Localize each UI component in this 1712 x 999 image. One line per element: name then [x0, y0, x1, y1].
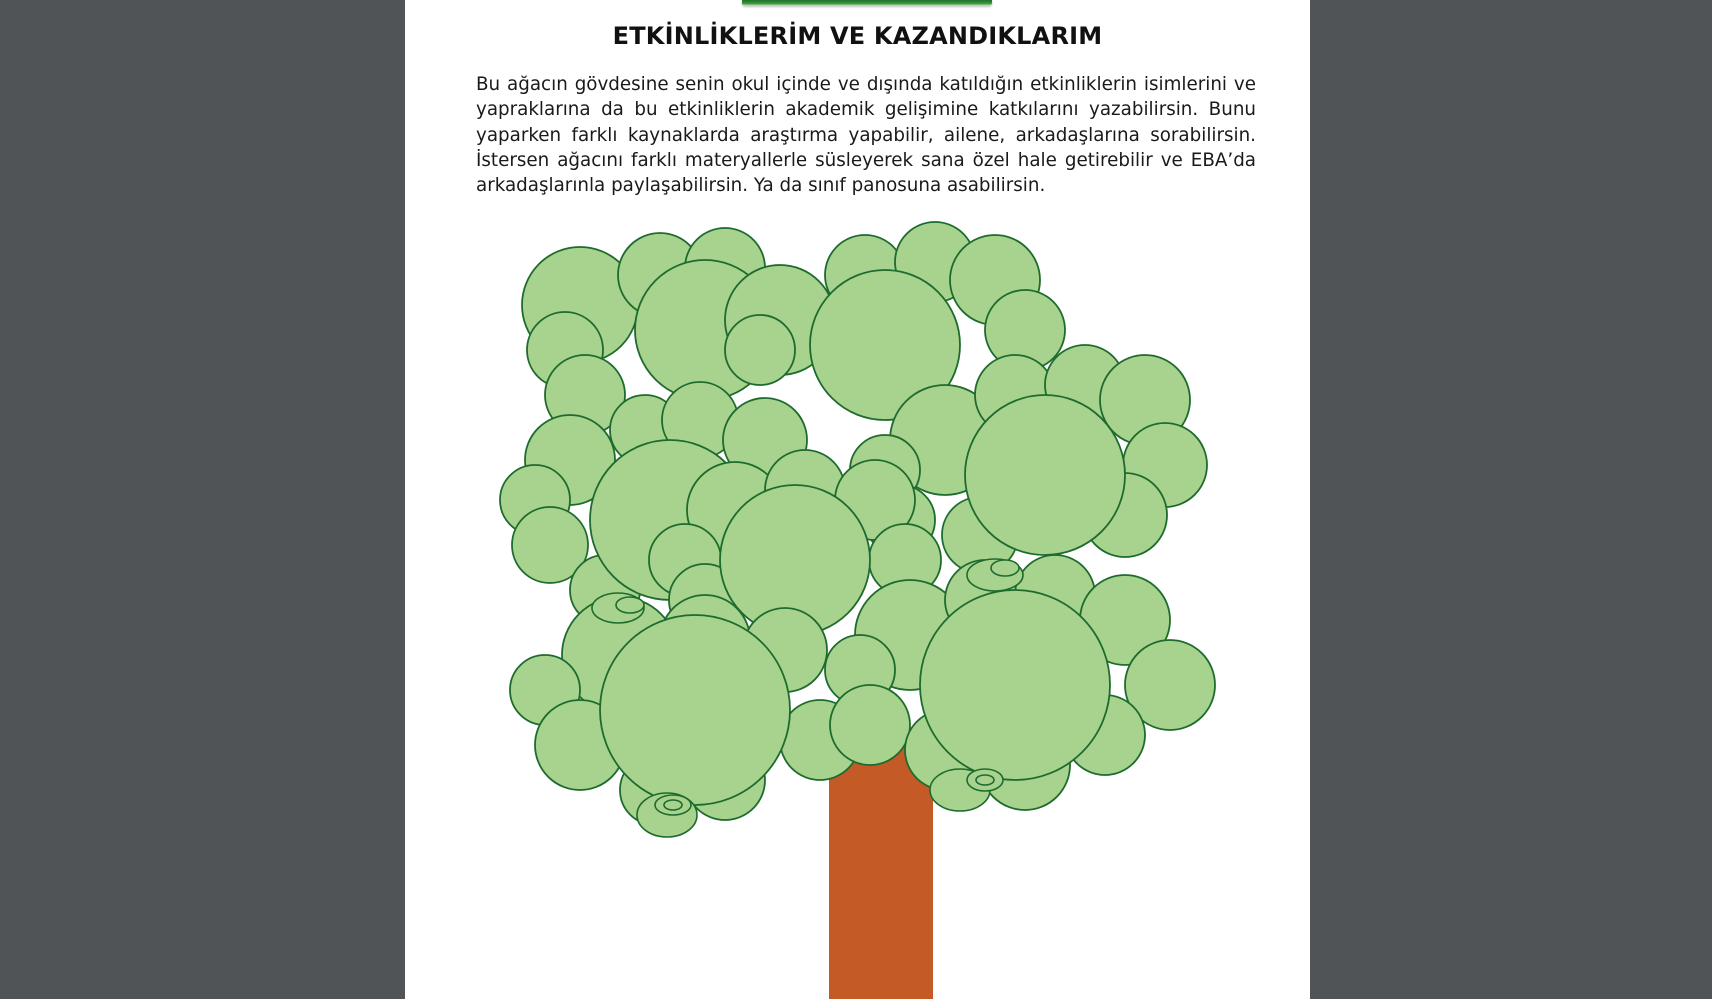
- document-page: [405, 0, 1310, 999]
- tree-illustration: [405, 0, 1310, 999]
- branch-knot-right: [967, 559, 1023, 591]
- leaf-cloud-bottom-left: [510, 595, 860, 825]
- instruction-paragraph: Bu ağacın gövdesine senin okul içinde ve dışında katıldığın etkinliklerin isimlerini ve yapraklarına da bu etkinliklerin akademik gelişimine katkılarını yazabilirsin. Bunu yaparken farklı kaynaklarda araştırma yapabilir, ailene, arkadaşlarına sorabilirsin. İstersen ağacını farklı materyallerle süsleyerek sana özel hale getirebilir ve EBA’da arkadaşlarınla paylaşabilirsin. Ya da sınıf panosuna asabilirsin.: [476, 74, 1256, 197]
- branch-knot-left: [592, 593, 644, 623]
- branch-knot-bottom-left: [637, 793, 697, 837]
- page-title: ETKİNLİKLERİM VE KAZANDIKLARIM: [612, 22, 1103, 50]
- branch-knot-bottom-right: [930, 769, 1003, 811]
